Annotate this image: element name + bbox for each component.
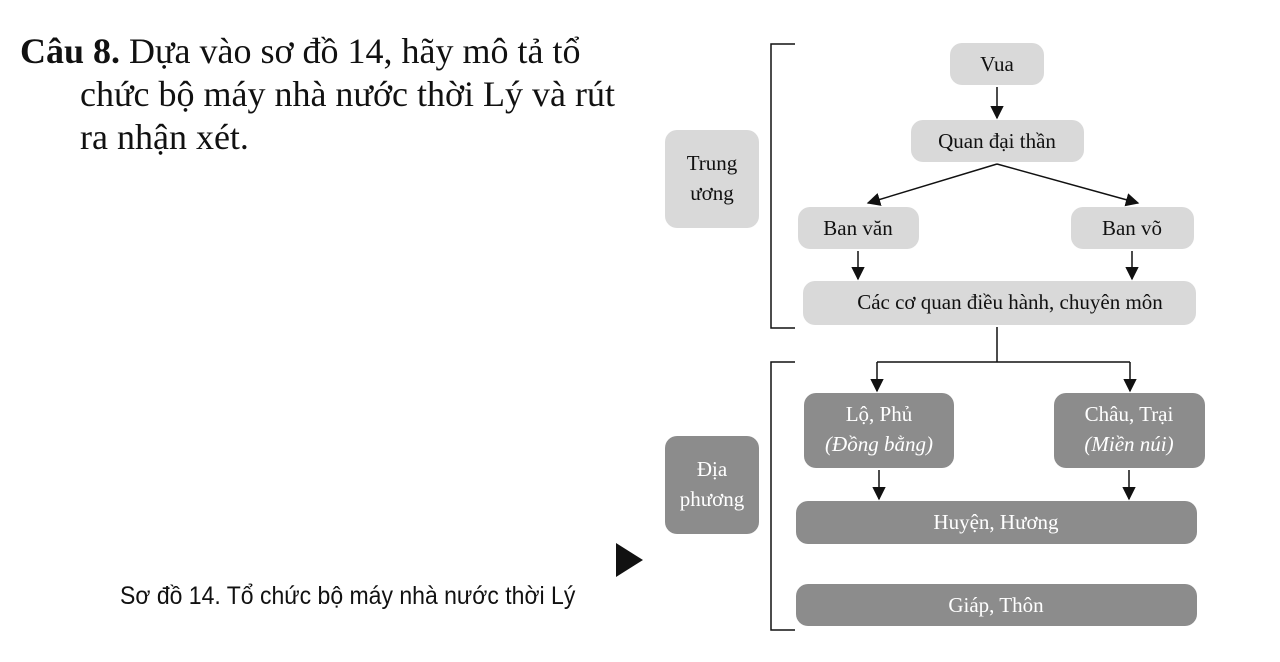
- node-lo-phu-line2: (Đồng bằng): [825, 432, 933, 456]
- connector-co-quan-split: [877, 327, 1130, 362]
- question-line-3: ra nhận xét.: [80, 117, 249, 158]
- question-label: Câu 8.: [20, 31, 121, 71]
- group-central-line2: ương: [690, 181, 734, 205]
- node-ban-vo: Ban võ: [1101, 216, 1163, 240]
- group-central-box: [665, 130, 759, 228]
- node-co-quan: Các cơ quan điều hành, chuyên môn: [857, 290, 1163, 314]
- arrow-quan-to-ban-vo: [997, 164, 1138, 203]
- node-vua: Vua: [980, 52, 1014, 76]
- node-quan-dai-than: Quan đại thần: [938, 129, 1056, 153]
- group-central-line1: Trung: [686, 151, 738, 175]
- diagram-caption: Sơ đồ 14. Tổ chức bộ máy nhà nước thời Lý: [120, 582, 576, 610]
- group-local-line1: Địa: [696, 457, 728, 481]
- node-chau-trai-line1: Châu, Trại: [1084, 402, 1174, 426]
- node-giap-thon: Giáp, Thôn: [948, 593, 1044, 617]
- question-line-2: chức bộ máy nhà nước thời Lý và rút: [80, 74, 615, 115]
- bracket-central: [771, 44, 795, 328]
- group-local-box: [665, 436, 759, 534]
- node-lo-phu-line1: Lộ, Phủ: [845, 402, 913, 426]
- group-local-line2: phương: [679, 487, 745, 511]
- node-ban-van: Ban văn: [823, 216, 893, 240]
- node-chau-trai-line2: (Miền núi): [1084, 432, 1174, 456]
- node-huyen-huong: Huyện, Hương: [933, 510, 1059, 534]
- question-line-1-text: Dựa vào sơ đồ 14, hãy mô tả tổ: [120, 31, 581, 71]
- arrow-quan-to-ban-van: [868, 164, 997, 203]
- bracket-local: [771, 362, 795, 630]
